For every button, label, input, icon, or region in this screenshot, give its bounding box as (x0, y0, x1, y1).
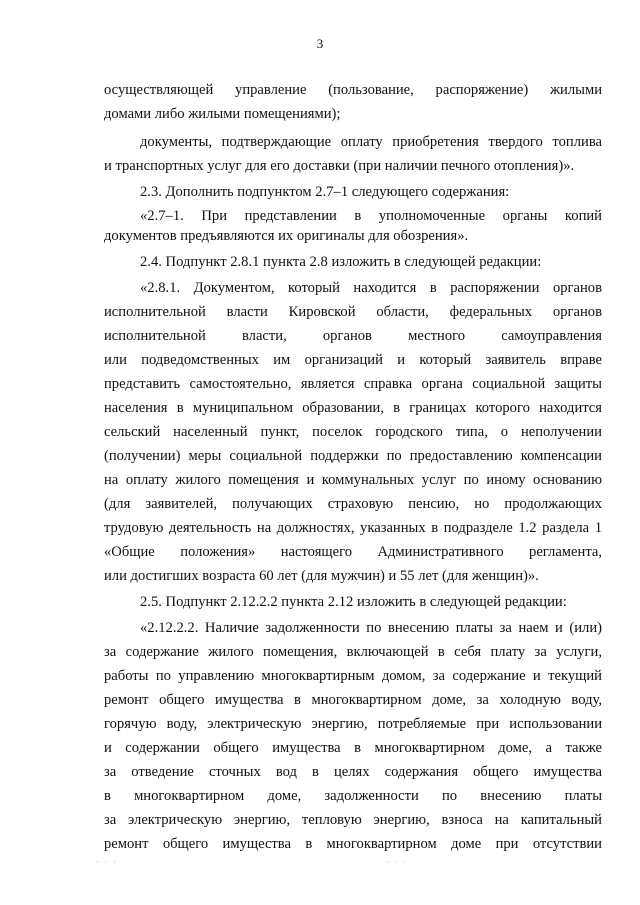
text-line: документы, подтверждающие оплату приобретения твердого топлива (140, 134, 602, 150)
text-line: горячую воду, электрическую энергию, потребляемые при использовании (104, 716, 602, 732)
text-line: работы по управлению многоквартирным домом, за содержание и текущий (104, 668, 602, 684)
text-line: осуществляющей управление (пользование, распоряжение) жилыми (104, 82, 602, 98)
text-line: (получении) меры социальной поддержки по предоставлению компенсации (104, 448, 602, 464)
text-line: домами либо жилыми помещениями); (104, 106, 341, 122)
text-line: «2.12.2.2. Наличие задолженности по внесению платы за наем и (или) (140, 620, 602, 636)
text-line: «Общие положения» настоящего Административного регламента, (104, 544, 602, 560)
text-line: сельский населенный пункт, поселок городского типа, о неполучении (104, 424, 602, 440)
text-line: исполнительной власти Кировской области, федеральных органов (104, 304, 602, 320)
text-line: и содержании общего имущества в многоквартирном доме, а также (104, 740, 602, 756)
text-line: населения в муниципальном образовании, в границах которого находится (104, 400, 602, 416)
text-line: представить самостоятельно, является справка органа социальной защиты (104, 376, 602, 392)
page-number: 3 (316, 36, 324, 51)
text-line: за содержание жилого помещения, включающей в себя плату за услуги, (104, 644, 602, 660)
text-line: (для заявителей, получающих страховую пенсию, но продолжающих (104, 496, 602, 512)
text-line: на оплату жилого помещения и коммунальных услуг по иному основанию (104, 472, 602, 488)
text-line: документов предъявляются их оригиналы для обозрения». (104, 228, 469, 244)
text-line: исполнительной власти, органов местного самоуправления (104, 328, 602, 344)
text-line: 2.5. Подпункт 2.12.2.2 пункта 2.12 изложить в следующей редакции: (140, 594, 567, 610)
text-line: в многоквартирном доме, задолженности по внесению платы (104, 788, 602, 804)
text-line: 2.4. Подпункт 2.8.1 пункта 2.8 изложить в следующей редакции: (140, 254, 542, 270)
text-line: или достигших возраста 60 лет (для мужчин) и 55 лет (для женщин)». (104, 568, 539, 584)
text-line: или подведомственных им организаций и который заявитель вправе (104, 352, 602, 368)
scan-speck: · · · (96, 858, 118, 867)
text-line: «2.8.1. Документом, который находится в распоряжении органов (140, 280, 602, 296)
text-line: за электрическую энергию, тепловую энергию, взноса на капитальный (104, 812, 602, 828)
scan-speck: · · · (386, 858, 408, 867)
text-line: и транспортных услуг для его доставки (при наличии печного отопления)». (104, 158, 575, 174)
text-line: трудовую деятельность на должностях, указанных в подразделе 1.2 раздела 1 (104, 520, 602, 536)
text-line: 2.3. Дополнить подпунктом 2.7–1 следующего содержания: (140, 184, 510, 200)
text-line: «2.7–1. При представлении в уполномоченные органы копий (140, 208, 602, 224)
text-line: за отведение сточных вод в целях содержания общего имущества (104, 764, 602, 780)
text-line: ремонт общего имущества в многоквартирном доме при отсутствии (104, 836, 602, 852)
text-line: ремонт общего имущества в многоквартирном доме, за холодную воду, (104, 692, 602, 708)
